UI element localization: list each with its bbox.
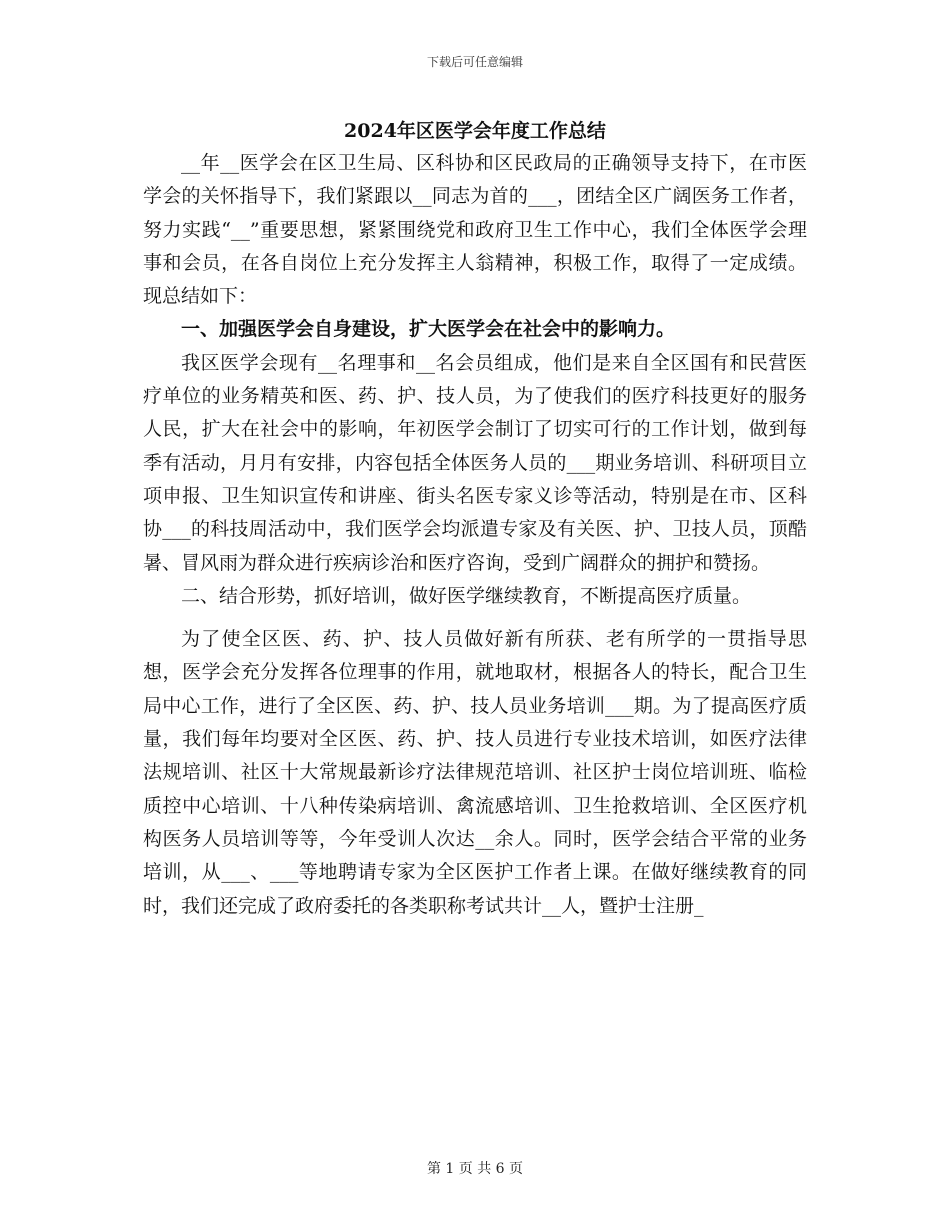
section-1-paragraph: 我区医学会现有__名理事和__名会员组成，他们是来自全区国有和民营医疗单位的业务精英和医、药、护、技人员，为了使我们的医疗科技更好的服务人民，扩大在社会中的影响，年初医学会制订了切实可行的工作计划，做到每季有活动，月月有安排，内容包括全体医务人员的___期业务培训、科研项目立项申报、卫生知识宣传和讲座、街头名医专家义诊等活动，特别是在市、区科协___的科技周活动中，我们医学会均派遣专家及有关医、护、卫技人员，顶酷暑、冒风雨为群众进行疾病诊治和医疗咨询，受到广阔群众的拥护和赞扬。	[143, 351, 807, 574]
section-2-paragraph: 为了使全区医、药、护、技人员做好新有所获、老有所学的一贯指导思想，医学会充分发挥各位理事的作用，就地取材，根据各人的特长，配合卫生局中心工作，进行了全区医、药、护、技人员业务培训___期。为了提高医疗质量，我们每年均要对全区医、药、护、技人员进行专业技术培训，如医疗法律法规培训、社区十大常规最新诊疗法律规范培训、社区护士岗位培训班、临检质控中心培训、十八种传染病培训、禽流感培训、卫生抢救培训、全区医疗机构医务人员培训等等，今年受训人次达__余人。同时，医学会结合平常的业务培训，从___、___等地聘请专家为全区医护工作者上课。在做好继续教育的同时，我们还完成了政府委托的各类职称考试共计__人，暨护士注册_	[143, 628, 807, 917]
document-body	[143, 147, 807, 923]
document-title: 2024年区医学会年度工作总结	[344, 120, 606, 142]
section-heading-2: 二、结合形势，抓好培训，做好医学继续教育，不断提高医疗质量。	[181, 584, 752, 607]
page-number: 第 1 页 共 6 页	[426, 1161, 524, 1177]
header-note: 下载后可任意编辑	[426, 55, 523, 69]
section-heading-1: 一、加强医学会自身建设，扩大医学会在社会中的影响力。	[181, 318, 676, 341]
intro-paragraph: __年__医学会在区卫生局、区科协和区民政局的正确领导支持下，在市医学会的关怀指导下，我们紧跟以__同志为首的___，团结全区广阔医务工作者，努力实践“__”重要思想，紧紧围绕党和政府卫生工作中心，我们全体医学会理事和会员，在各自岗位上充分发挥主人翁精神，积极工作，取得了一定成绩。现总结如下：	[143, 152, 807, 308]
